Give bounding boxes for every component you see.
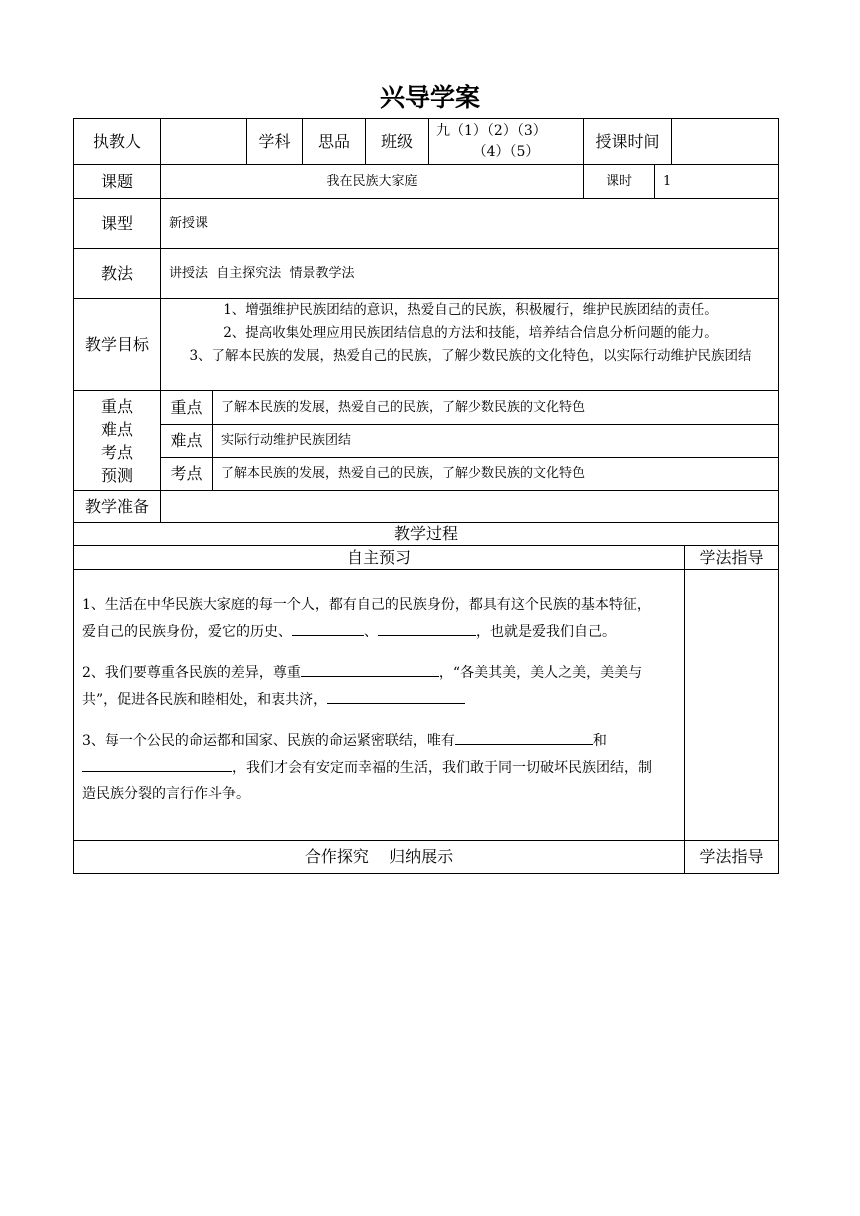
- lesson-type-value: 新授课: [169, 215, 209, 231]
- table-border-right: [778, 118, 779, 873]
- column-divider: [684, 545, 685, 873]
- row-divider: [73, 569, 779, 570]
- goal-item: 2、提高收集处理应用民族团结信息的方法和技能，培养结合信息分析问题的能力。: [223, 325, 718, 341]
- difficult-point-value: 实际行动维护民族团结: [221, 433, 352, 449]
- table-border-bottom: [73, 873, 779, 874]
- question-3-line1: [82, 727, 680, 754]
- teaching-method-label: 教法: [100, 263, 133, 283]
- question-1: [82, 592, 680, 645]
- key-point-label: 重点: [170, 397, 203, 417]
- topic-label: 课题: [100, 171, 133, 191]
- process-heading: 教学过程: [393, 524, 458, 544]
- document-title: 兴导学案: [379, 83, 480, 112]
- question-2-line1: [82, 659, 680, 686]
- question-2-text-c: 共”，促进各民族和睦相处，和衷共济，: [82, 692, 328, 708]
- preparation-value: [161, 491, 778, 522]
- question-3-line2: [82, 754, 680, 781]
- question-1-line2: [82, 618, 680, 645]
- keypoints-group-label: [74, 391, 160, 490]
- difficult-point-label: 难点: [170, 431, 203, 451]
- class-value: [429, 119, 583, 164]
- teaching-goals-label: 教学目标: [84, 334, 149, 354]
- answer-blank[interactable]: [301, 659, 439, 677]
- question-3: [82, 727, 680, 807]
- answer-blank[interactable]: [327, 686, 465, 704]
- question-2-text-a: 2、我们要尊重各民族的差异，尊重: [82, 665, 301, 681]
- question-3-line3: 造民族分裂的言行作斗争。: [82, 786, 250, 802]
- exam-point-label: 考点: [170, 464, 203, 484]
- class-label: 班级: [380, 131, 413, 151]
- class-time-value: [672, 119, 778, 164]
- teacher-value: [161, 119, 246, 164]
- keypoints-group-label-line: 考点: [100, 442, 133, 462]
- teaching-goals-list: [161, 299, 778, 390]
- question-3-text-b: 和: [592, 733, 607, 749]
- question-1-line1: 1、生活在中华民族大家庭的每一个人，都有自己的民族身份，都具有这个民族的基本特征，: [82, 597, 651, 613]
- preparation-label: 教学准备: [84, 496, 149, 516]
- question-2-text-b: ，“各美其美，美人之美，美美与: [438, 665, 643, 681]
- subject-value: 思品: [317, 131, 350, 151]
- question-1-text-b: 、: [364, 624, 378, 640]
- goal-item: 3、了解本民族的发展，热爱自己的民族，了解少数民族的文化特色，以实际行动维护民族团结: [189, 348, 752, 364]
- study-guide-heading-2: 学法指导: [699, 847, 764, 867]
- question-1-text-a: 爱自己的民族身份，爱它的历史、: [82, 624, 292, 640]
- question-2-line2: [82, 686, 680, 713]
- question-2: [82, 659, 680, 713]
- periods-value: 1: [663, 173, 672, 189]
- question-3-text-a: 3、每一个公民的命运都和国家、民族的命运紧密联结，唯有: [82, 733, 455, 749]
- teacher-label: 执教人: [92, 131, 141, 151]
- lesson-type-label: 课型: [100, 213, 133, 233]
- subject-label: 学科: [258, 131, 291, 151]
- goal-item: 1、增强维护民族团结的意识，热爱自己的民族，积极履行，维护民族团结的责任。: [223, 302, 718, 318]
- exam-point-value: 了解本民族的发展，热爱自己的民族，了解少数民族的文化特色: [221, 466, 586, 482]
- question-1-text-c: ，也就是爱我们自己。: [476, 624, 616, 640]
- answer-blank[interactable]: [378, 618, 476, 636]
- keypoints-group-label-line: 预测: [100, 465, 133, 485]
- topic-value: 我在民族大家庭: [326, 173, 418, 189]
- question-3-text-c: ，我们才会有安定而幸福的生活，我们敢于同一切破坏民族团结，制: [232, 760, 652, 776]
- periods-label: 课时: [605, 173, 632, 189]
- study-guide-heading: 学法指导: [699, 547, 764, 567]
- class-value-line2: （4）（5）: [472, 143, 540, 160]
- class-value-line1: 九（1）（2）（3）: [436, 122, 547, 139]
- keypoints-group-label-line: 难点: [100, 419, 133, 439]
- self-study-heading: 自主预习: [346, 547, 411, 567]
- teaching-method-value: 讲授法 自主探究法 情景教学法: [169, 265, 355, 281]
- class-time-label: 授课时间: [595, 131, 660, 151]
- answer-blank[interactable]: [455, 727, 593, 745]
- key-point-value: 了解本民族的发展，热爱自己的民族，了解少数民族的文化特色: [221, 399, 586, 415]
- answer-blank[interactable]: [82, 754, 232, 772]
- cooperation-heading: 合作探究 归纳展示: [304, 847, 454, 867]
- answer-blank[interactable]: [292, 618, 364, 636]
- keypoints-group-label-line: 重点: [100, 396, 133, 416]
